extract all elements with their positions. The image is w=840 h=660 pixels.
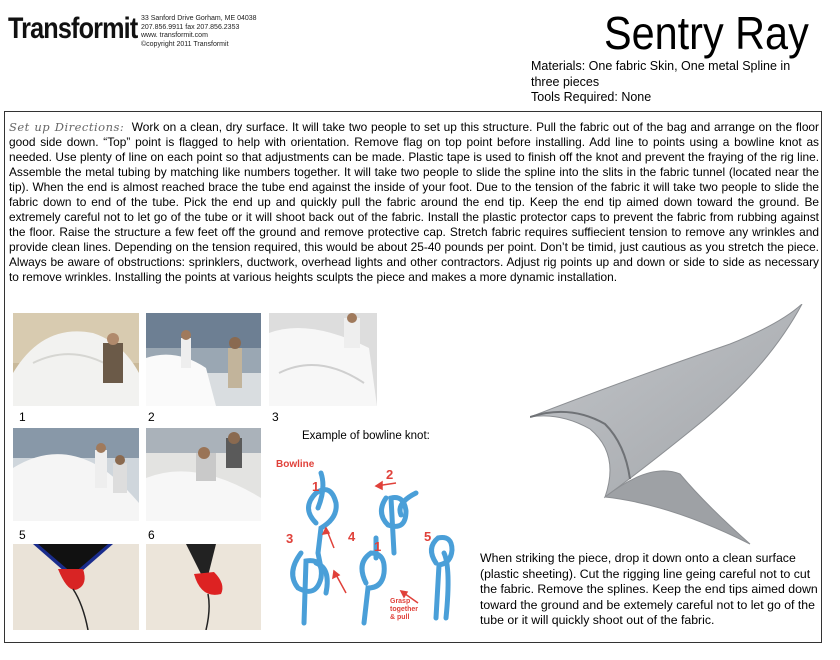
setup-directions (9, 120, 819, 285)
step-number: 2 (386, 467, 394, 482)
setup-photo-6 (146, 428, 261, 521)
step-number: 3 (286, 531, 294, 546)
directions-text: Work on a clean, dry surface. It will take two people to set up this structure. Pull the fabric out of the bag and arrange on the floor good side down. “Top” point is flagged to help with orientation. Remove flag on top point before installing. Add line to points using a bowline knot as needed. Use plenty of line on each point so that adjustments can be made. Plastic tape is used to finish off the knot and prevent the fraying of the rig line. Assemble the metal tubing by matching like numbers together. It will take two people to slide the spline into the slits in the fabric tunnel (located near the tip). When the end is almost reached brace the tube end against the inside of your foot. Due to the tension of the fabric it will take two people to slide the fabric down to end of the tube. Pick the end up and quickly pull the fabric around the end tip. Keep the end tip aimed down toward the ground. Be extremely careful not to let go of the tube or it will shoot back out of the fabric. Install the plastic protector caps to prevent the fabric from rubbing against the floor. Raise the structure a few feet off the ground and remove protective cap. Stretch fabric requires suffiecient tension to remove any wrinkles and provide clean lines. Depending on the tension required, this would be about 25-40 pounds per point. Don’t be timid, just cautious as you stretch the piece. Always be aware of obstructions: sprinklers, ductwork, overhead lights and other contractors. Adjust rig points up and down or side to side as necessary to remove wrinkles. Installing the points at various heights sculpts the piece and makes a more dynamic installation. (9, 120, 820, 284)
label-bowline: Bowline (276, 459, 315, 470)
striking-instructions: When striking the piece, drop it down onto a clean surface (plastic sheeting). Cut the rigging line geing careful not to cut the fabric. Remove the splines. Keep the end tips aimed down toward the ground and be extemely careful not to let go of the tube or it will quickly shoot out of the fabric. (480, 551, 818, 627)
materials-text: Materials: One fabric Skin, One metal Spline in three pieces (531, 59, 791, 89)
step-number: 1 (374, 539, 382, 554)
step-number: 5 (424, 529, 432, 544)
cap-photo-left (13, 544, 139, 630)
company-logo: Transformit (8, 12, 138, 45)
step-number: 4 (348, 529, 356, 544)
photo-number: 5 (19, 528, 26, 542)
setup-photo-2 (146, 313, 261, 406)
materials-block (531, 59, 801, 106)
company-address (141, 15, 257, 49)
product-title: Sentry Ray (604, 7, 809, 59)
tools-text: Tools Required: None (531, 90, 652, 104)
directions-label: Set up Directions: (9, 120, 125, 134)
step-number: 1 (312, 479, 320, 494)
label-together: together (390, 606, 418, 613)
photo-number: 6 (148, 528, 155, 542)
photo-number: 2 (148, 410, 155, 424)
address-line: 207.856.9911 fax 207.856.2353 (141, 23, 240, 31)
label-pull: & pull (390, 614, 410, 621)
sentry-ray-illustration (530, 304, 820, 549)
address-line: 33 Sanford Drive Gorham, ME 04038 (141, 15, 257, 22)
cap-photo-right (146, 544, 261, 630)
bowline-title: Example of bowline knot: (302, 430, 430, 442)
setup-photo-1 (13, 313, 139, 406)
photo-number: 3 (272, 410, 279, 424)
photo-number: 1 (19, 410, 26, 424)
label-grasp: Grasp (390, 598, 411, 605)
address-line: ©copyright 2011 Transformit (141, 40, 229, 48)
setup-photo-3 (269, 313, 377, 406)
setup-photo-5 (13, 428, 139, 521)
bowline-knot-diagram (276, 453, 476, 633)
address-line: www. transformit.com (141, 32, 208, 40)
